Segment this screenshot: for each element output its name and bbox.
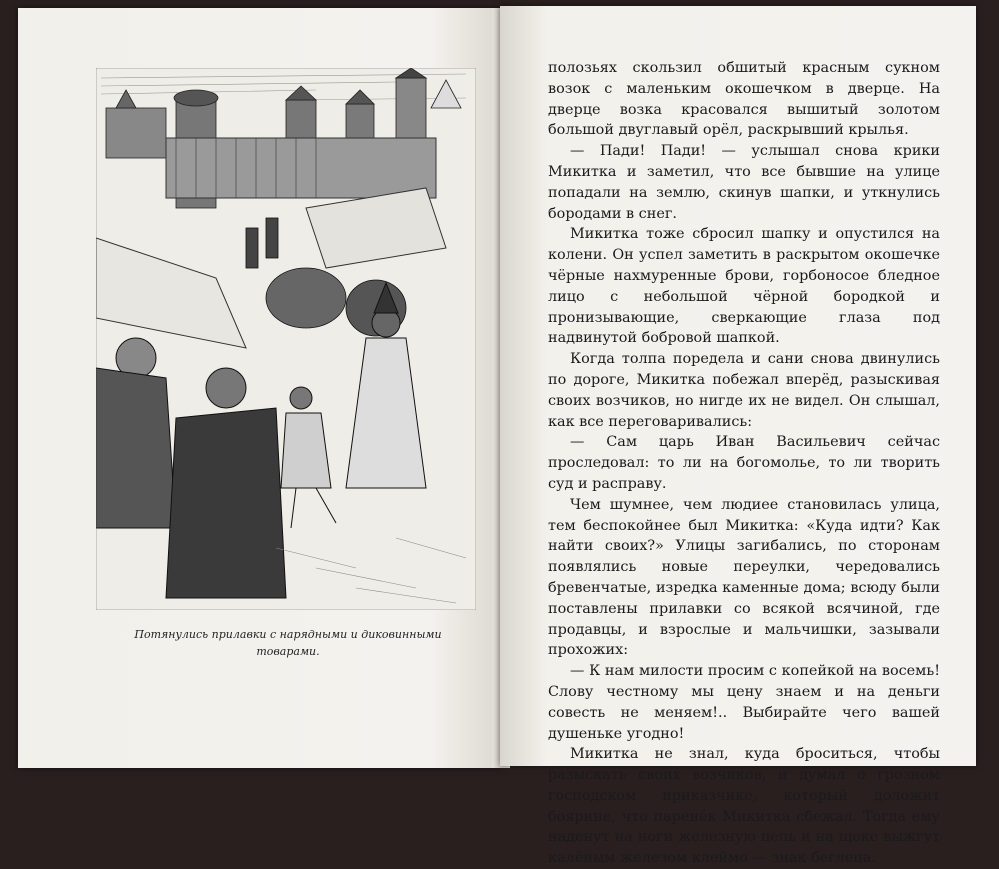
right-page (500, 6, 976, 867)
illustration-caption: Потянулись прилавки с нарядными и диковинными товарами. (134, 628, 442, 658)
paragraph: Микитка тоже сбросил шапку и опустился на колени. Он успел заметить в раскрытом окошечке чёрные нахмуренные брови, горбоносое бледное лицо с небольшой чёрной бородкой и пронизывающие, сверкающие глаза под надвинутой бобровой шапкой. (548, 226, 940, 347)
paragraph: — Пади! Пади! — услышал снова крики Микитка и заметил, что все бывшие на улице попадали на землю, скинув шапки, и уткнулись бородами в снег. (548, 143, 940, 222)
paragraph: — К нам милости просим с копейкой на восемь! Слову честному мы цену знаем и на деньги совесть не меняем!.. Выбирайте чего вашей душеньке угодно! (548, 663, 940, 742)
story-text (548, 58, 940, 869)
paragraph: полозьях скользил обшитый красным сукном возок с маленьким окошечком в дверце. На дверце возка красовался вышитый золотом большой двуглавый орёл, раскрывший крылья. (548, 60, 940, 139)
paragraph: Когда толпа поредела и сани снова двинулись по дороге, Микитка побежал вперёд, разыскивая своих возчиков, но нигде их не видел. Он слышал, как все переговаривались: (548, 351, 940, 430)
paragraph: Чем шумнее, чем людиее становилась улица, тем беспокойнее был Микитка: «Куда идти? Как найти своих?» Улицы загибались, по сторонам появлялись новые переулки, чередовались бревенчатые, изредка каменные дома; всюду были поставлены прилавки со всякой всячиной, где продавцы, и взрослые и мальчишки, зазывали прохожих: (548, 496, 940, 659)
paragraph: Микитка не знал, куда броситься, чтобы разыскать своих возчиков, и думал о грозном господском приказчике, который доложит боярине, что паренёк Микитка сбежал. Тогда ему наденут на ноги железную цепь и на щеке выжгут калёным железом клеймо — знак беглеца. (548, 746, 940, 867)
market-illustration (96, 68, 476, 610)
paragraph: — Сам царь Иван Васильевич сейчас проследовал: то ли на богомолье, то ли творить суд и расправу. (548, 434, 940, 492)
left-page (18, 8, 502, 768)
